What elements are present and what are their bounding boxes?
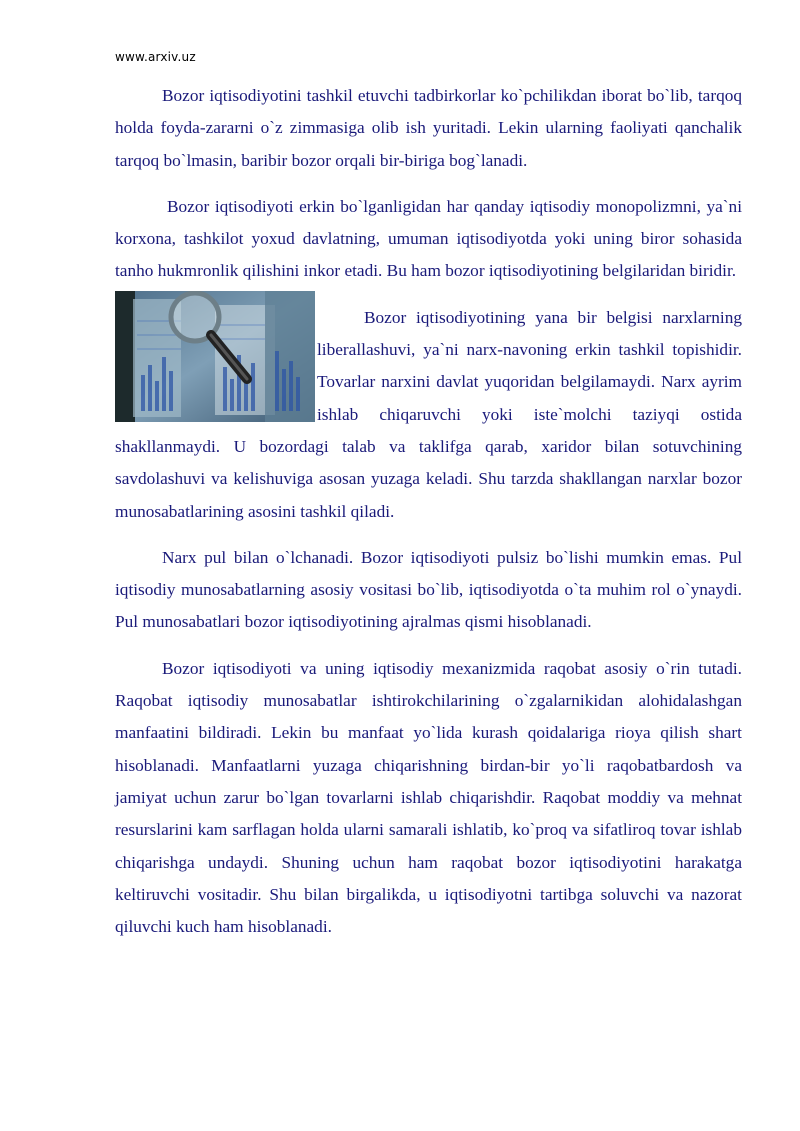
paragraph-monopolism: Bozor iqtisodiyoti erkin bo`lganligidan har qanday iqtisodiy monopolizmni, ya`ni korxona, tashkilot yoxud davlatning, umuman iqtisodiyotda yoki uning biror sohasida tanho hukmronlik qilishini inkor etadi. Bu ham bozor iqtisodiyotining belgilaridan biridir. bbox=[115, 196, 742, 281]
magnifying-glass-photo bbox=[115, 291, 315, 422]
magnifying-glass-icon bbox=[115, 291, 315, 422]
site-url-header: www.arxiv.uz bbox=[115, 50, 196, 64]
paragraph-competition: Bozor iqtisodiyoti va uning iqtisodiy mexanizmida raqobat asosiy o`rin tutadi. Raqobat iqtisodiy munosabatlar ishtirokchilarining o`zgalarnikidan alohidalashgan manfaatini bildiradi. Lekin bu manfaat yo`lida kurash qoidalariga rioya qilish shart hisoblanadi. Manfaatlarni yuzaga chiqarishning birdan-bir yo`li raqobatbardosh va jamiyat uchun zarur bo`lgan tovarlarni ishlab chiqarishdir. Raqobat moddiy va mehnat resurslarini kam sarflagan holda ularni samarali ishlatib, ko`proq va sifatliroq tovar ishlab chiqarishga undaydi. Shuning uchun ham raqobat bozor iqtisodiyotini harakatga keltiruvchi vositadir. Shu bilan birgalikda, u iqtisodiyotni tartibga soluvchi va nazorat qiluvchi kuch ham hisoblanadi. bbox=[115, 658, 742, 937]
document-body bbox=[115, 80, 742, 943]
paragraph-entrepreneurs: Bozor iqtisodiyotini tashkil etuvchi tadbirkorlar ko`pchilikdan iborat bo`lib, tarqoq holda foyda-zararni o`z zimmasiga olib ish yuritadi. Lekin ularning faoliyati qanchalik tarqoq bo`lmasin, baribir bozor orqali bir-biriga bog`lanadi. bbox=[115, 86, 742, 170]
paragraph-money: Narx pul bilan o`lchanadi. Bozor iqtisodiyoti pulsiz bo`lishi mumkin emas. Pul iqtisodiy munosabatlarning asosiy vositasi bo`lib, iqtisodiyotda o`ta muhim rol o`ynaydi. Pul munosabatlari bozor iqtisodiyotining ajralmas qismi hisoblanadi. bbox=[115, 547, 742, 632]
paragraph-price-liberalization: Bozor iqtisodiyotining yana bir belgisi narxlarning liberallashuvi, ya`ni narx-navoning erkin tashkil topishidir. Tovarlar narxini davlat yuqoridan belgilamaydi. Narx ayrim ishlab chiqaruvchi yoki iste`molchi taziyqi ostida shakllanmaydi. U bozordagi talab va taklifga qarab, xaridor bilan sotuvchining savdolashuvi va kelishuviga asosan yuzaga keladi. Shu tarzda shakllangan narxlar bozor munosabatlarining asosini tashkil qiladi. bbox=[115, 307, 742, 521]
